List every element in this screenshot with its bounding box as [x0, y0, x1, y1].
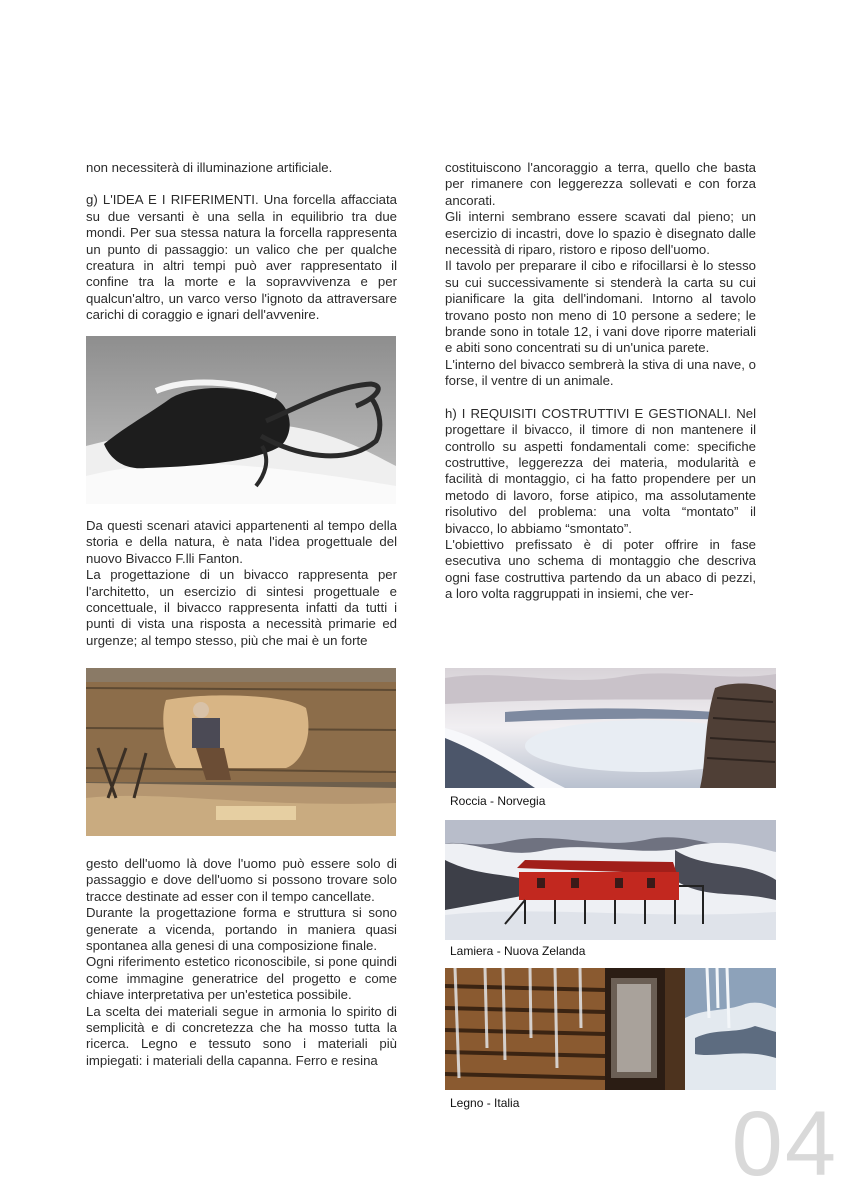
paragraph: non necessiterà di illuminazione artificiale.: [86, 160, 333, 175]
rock-norway-photo: [445, 668, 776, 788]
paragraph: Da questi scenari atavici appartenenti al tempo della storia e della natura, è nata l'idea progettuale del nuovo Bivacco F.lli Fanton.: [86, 518, 397, 566]
paragraph-idea: g) L'IDEA E I RIFERIMENTI. Una forcella affacciata su due versanti è una sella in equilibrio tra due mondi. Per sua stessa natura la forcella rappresenta un punto di passaggio: un valico che per qualche creatura in altri tempi può aver rappresentato il confine tra la morte e la sopravvivenza e per qualcun'altro, un varco verso l'ignoto da attraversare carichi di coraggio e ignari dell'avvenire.: [86, 192, 397, 323]
left-text-block-middle: [86, 518, 397, 649]
page-number: 04: [731, 1093, 838, 1195]
left-text-block-bottom: [86, 856, 397, 1069]
paragraph: La scelta dei materiali segue in armonia lo spirito di semplicità e di concretezza che ha mosso tutta la ricerca. Legno e tessuto sono i materiali più impiegati: i materiali della capanna. Ferro e resina: [86, 1003, 397, 1068]
paragraph: Gli interni sembrano essere scavati dal pieno; un esercizio di incastri, dove lo spazio è disegnato dalle necessità di riparo, ristoro e riposo dell'uomo.: [445, 209, 756, 258]
right-text-block: [445, 160, 756, 603]
paragraph: La progettazione di un bivacco rappresenta per l'architetto, un esercizio di sintesi progettuale e concettuale, il bivacco rappresenta infatti da tutti i punti di vista una risposta a necessità primarie ed urgenze; al tempo stesso, più che mai è un forte: [86, 567, 397, 648]
red-hut-photo: [445, 820, 776, 940]
paragraph-requisiti: h) I REQUISITI COSTRUTTIVI E GESTIONALI. Nel progettare il bivacco, il timore di non mantenere il controllo su aspetti fondamentali come: specifiche costruttive, leggerezza dei materia, modularità e facilità di montaggio, ci ha fatto propendere per un metodo di lavoro, forse atipico, ma assolutamente risolutivo del problema: una volta “montato” il bivacco, lo abbiamo “smontato”.: [445, 405, 756, 536]
paragraph: L'interno del bivacco sembrerà la stiva di una nave, o forse, il ventre di un animale.: [445, 356, 756, 389]
caption-legno: Legno - Italia: [450, 1096, 520, 1110]
caption-lamiera: Lamiera - Nuova Zelanda: [450, 944, 586, 958]
paragraph: L'obiettivo prefissato è di poter offrire in fase esecutiva uno schema di montaggio che descriva ogni fase costruttiva partendo da un abaco di pezzi, a loro volta raggruppati in insiemi, che ver-: [445, 536, 756, 602]
paragraph: costituiscono l'ancoraggio a terra, quello che basta per rimanere con leggerezza sollevati e con forza ancorati.: [445, 160, 756, 208]
wood-wall-photo: [445, 968, 776, 1090]
caption-roccia: Roccia - Norvegia: [450, 794, 546, 808]
paragraph: Ogni riferimento estetico riconoscibile, si pone quindi come immagine generatrice del progetto e come chiave interpretativa per un'estetica possibile.: [86, 954, 397, 1003]
paragraph: gesto dell'uomo là dove l'uomo può essere solo di passaggio e dove dell'uomo si possono trovare solo tracce destinate ad esser con il tempo cancellate.: [86, 856, 397, 904]
paragraph: Durante la progettazione forma e struttura si sono generate a vicenda, portando in maniera quasi spontanea alla genesi di una composizione finale.: [86, 905, 397, 954]
log-carving-photo: [86, 668, 396, 836]
paragraph: Il tavolo per preparare il cibo e rifocillarsi è lo stesso su cui successivamente si stenderà la carta su cui pianificare la gita dell'indomani. Intorno al tavolo trovano posto non meno di 10 persone a sedere; le brande sono in totale 12, i vani dove riporre materiali e abiti sono concentrati su di un'unica parete.: [445, 258, 756, 356]
left-text-block-top: [86, 160, 397, 324]
mammoth-photo: [86, 336, 396, 504]
